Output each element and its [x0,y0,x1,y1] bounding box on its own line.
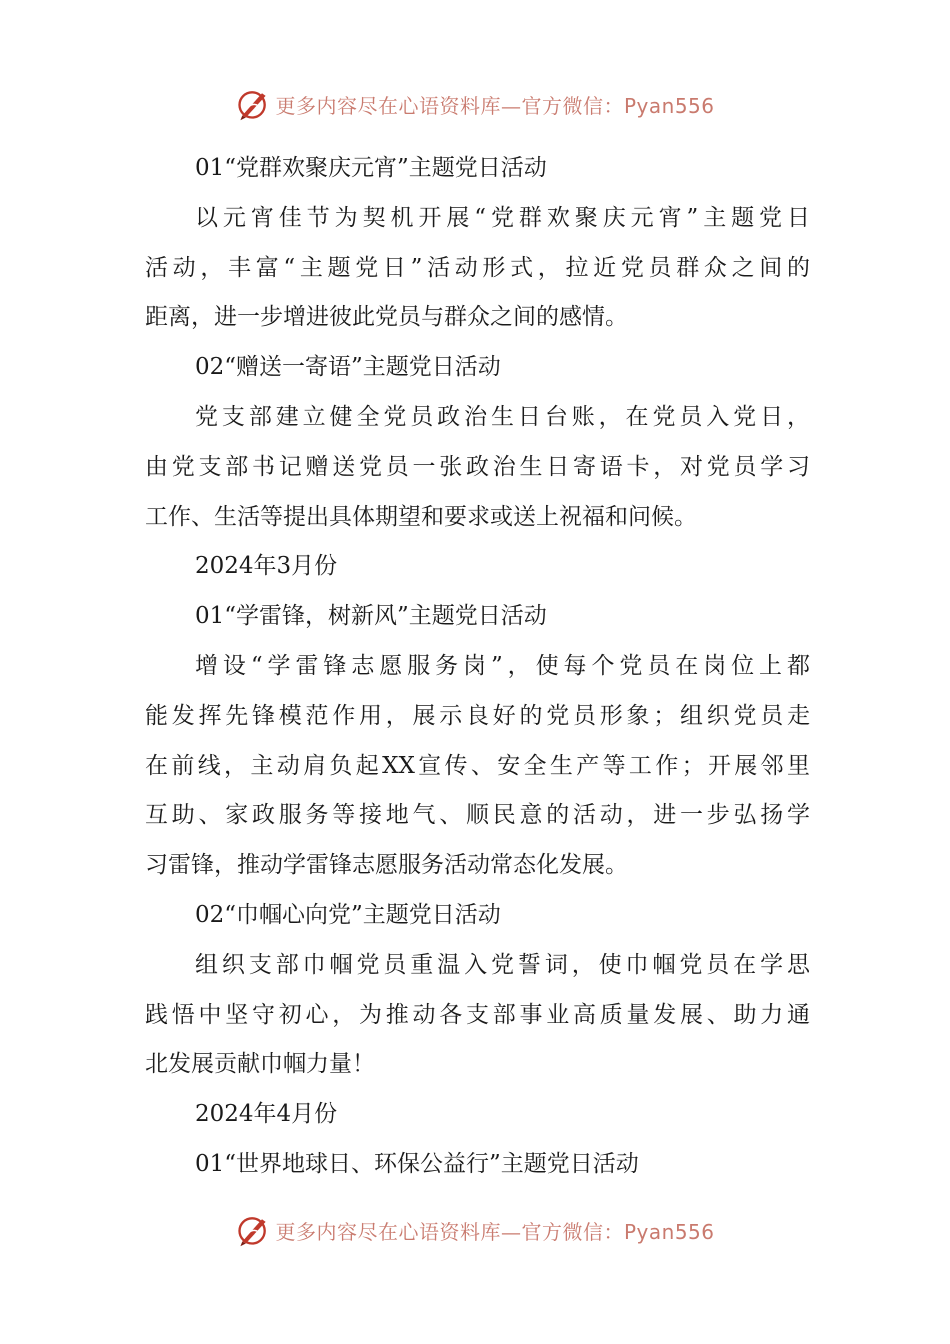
watermark-text: 更多内容尽在心语资料库—官方微信： [275,93,624,118]
header-watermark [0,82,950,126]
paragraph-line: 习雷锋，推动学雷锋志愿服务活动常态化发展。 [145,852,628,879]
paragraph-line: 以元宵佳节为契机开展“党群欢聚庆元宵”主题党日 [195,204,810,231]
paragraph-line: 党支部建立健全党员政治生日台账，在党员入党日， [195,403,810,430]
watermark-id: Pyan556 [623,93,715,118]
section-heading: 01“学雷锋，树新风”主题党日活动 [195,603,547,630]
paragraph-line: 由党支部书记赠送党员一张政治生日寄语卡，对党员学习 [145,453,810,480]
watermark-id: Pyan556 [623,1219,715,1244]
document-body [145,144,810,1190]
paragraph-line: 能发挥先锋模范作用，展示良好的党员形象；组织党员走 [145,702,810,729]
section-heading: 01“世界地球日、环保公益行”主题党日活动 [195,1150,639,1177]
pen-circle-logo-icon [235,1212,271,1248]
paragraph-line: 组织支部巾帼党员重温入党誓词，使巾帼党员在学思 [195,951,810,978]
paragraph-line: 工作、生活等提出具体期望和要求或送上祝福和问候。 [145,503,697,530]
section-heading: 02“赠送一寄语”主题党日活动 [195,354,501,381]
pen-circle-logo-icon [235,86,271,122]
paragraph-line: 践悟中坚守初心，为推动各支部事业高质量发展、助力通 [145,1001,810,1028]
watermark-text: 更多内容尽在心语资料库—官方微信： [275,1219,624,1244]
paragraph-line: 北发展贡献巾帼力量！ [145,1051,375,1078]
paragraph-line: 距离，进一步增进彼此党员与群众之间的感情。 [145,304,628,331]
footer-watermark [0,1208,950,1252]
paragraph-line: 在前线，主动肩负起XX宣传、安全生产等工作；开展邻里 [145,752,810,779]
paragraph-line: 互助、家政服务等接地气、顺民意的活动，进一步弘扬学 [145,802,810,829]
paragraph-line: 活动，丰富“主题党日”活动形式，拉近党员群众之间的 [145,254,810,281]
section-heading: 01“党群欢聚庆元宵”主题党日活动 [195,155,547,181]
month-heading: 2024年4月份 [195,1101,338,1128]
section-heading: 02“巾帼心向党”主题党日活动 [195,901,501,928]
month-heading: 2024年3月份 [195,553,338,580]
paragraph-line: 增设“学雷锋志愿服务岗”，使每个党员在岗位上都 [195,652,810,679]
